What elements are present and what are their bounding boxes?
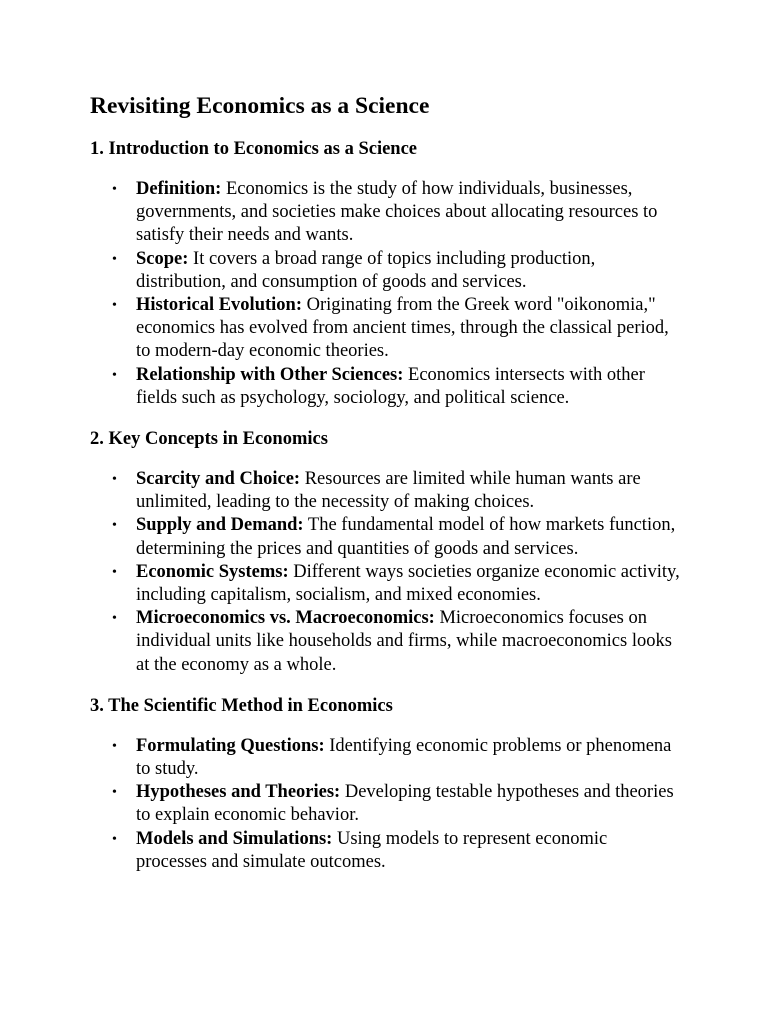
list-item-term: Scope:	[136, 248, 189, 269]
bullet-icon: •	[112, 472, 117, 488]
list-item-term: Historical Evolution:	[136, 295, 302, 316]
list-item	[90, 364, 682, 410]
bullet-icon: •	[112, 611, 117, 627]
bullet-icon: •	[112, 785, 117, 801]
list-item-text: Economics intersects with other fields such as psychology, sociology, and political science.	[136, 364, 645, 408]
list-item-text: Originating from the Greek word "oikonomia," economics has evolved from ancient times, through the classical period, to modern-day economic theories.	[136, 295, 669, 362]
list-item-term: Supply and Demand:	[136, 515, 304, 536]
bullet-list-key-concepts	[90, 468, 690, 677]
list-item-term: Microeconomics vs. Macroeconomics:	[136, 608, 435, 629]
list-item	[90, 828, 682, 874]
list-item	[90, 468, 682, 514]
bullet-icon: •	[112, 564, 117, 580]
list-item-text: Different ways societies organize economic activity, including capitalism, socialism, and mixed economies.	[136, 561, 680, 606]
list-item-term: Scarcity and Choice:	[136, 469, 301, 490]
list-item-term: Definition:	[136, 179, 222, 199]
list-item	[90, 607, 682, 677]
bullet-icon: •	[112, 298, 117, 314]
list-item-term: Relationship with Other Sciences:	[136, 364, 404, 385]
list-item	[90, 248, 682, 294]
list-item-term: Models and Simulations:	[136, 828, 333, 849]
list-item-text: It covers a broad range of topics including production, distribution, and consumption of goods and services.	[136, 248, 596, 292]
list-item-term: Economic Systems:	[136, 561, 289, 582]
list-item	[90, 178, 682, 248]
bullet-icon: •	[112, 518, 117, 534]
list-item	[90, 735, 682, 781]
section-heading-key-concepts: 2. Key Concepts in Economics	[90, 429, 328, 450]
bullet-icon: •	[112, 831, 117, 847]
list-item-text: Identifying economic problems or phenomena to study.	[136, 735, 672, 780]
bullet-list-scientific-method	[90, 735, 690, 874]
bullet-icon: •	[112, 367, 117, 383]
list-item-term: Hypotheses and Theories:	[136, 782, 341, 803]
bullet-icon: •	[112, 251, 117, 267]
list-item	[90, 514, 682, 560]
bullet-icon: •	[112, 738, 117, 754]
section-heading-scientific-method: 3. The Scientific Method in Economics	[90, 695, 393, 716]
list-item-text: Developing testable hypotheses and theories to explain economic behavior.	[136, 782, 674, 826]
list-item-text: The fundamental model of how markets function, determining the prices and quantities of goods and services.	[136, 515, 676, 559]
document-title: Revisiting Economics as a Science	[90, 93, 430, 119]
list-item	[90, 561, 682, 607]
list-item-text: Using models to represent economic processes and simulate outcomes.	[136, 828, 608, 872]
bullet-list-introduction	[90, 178, 690, 410]
document-page	[90, 88, 690, 874]
list-item-text: Economics is the study of how individuals, businesses, governments, and societies make choices about allocating resources to satisfy their needs and wants.	[136, 179, 658, 246]
bullet-icon: •	[112, 182, 117, 197]
list-item-term: Formulating Questions:	[136, 735, 325, 756]
section-heading-introduction: 1. Introduction to Economics as a Science	[90, 139, 418, 159]
list-item	[90, 781, 682, 827]
list-item-text: Microeconomics focuses on individual units like households and firms, while macroeconomics looks at the economy as a whole.	[136, 608, 672, 675]
list-item	[90, 294, 682, 364]
list-item-text: Resources are limited while human wants are unlimited, leading to the necessity of making choices.	[136, 469, 641, 513]
